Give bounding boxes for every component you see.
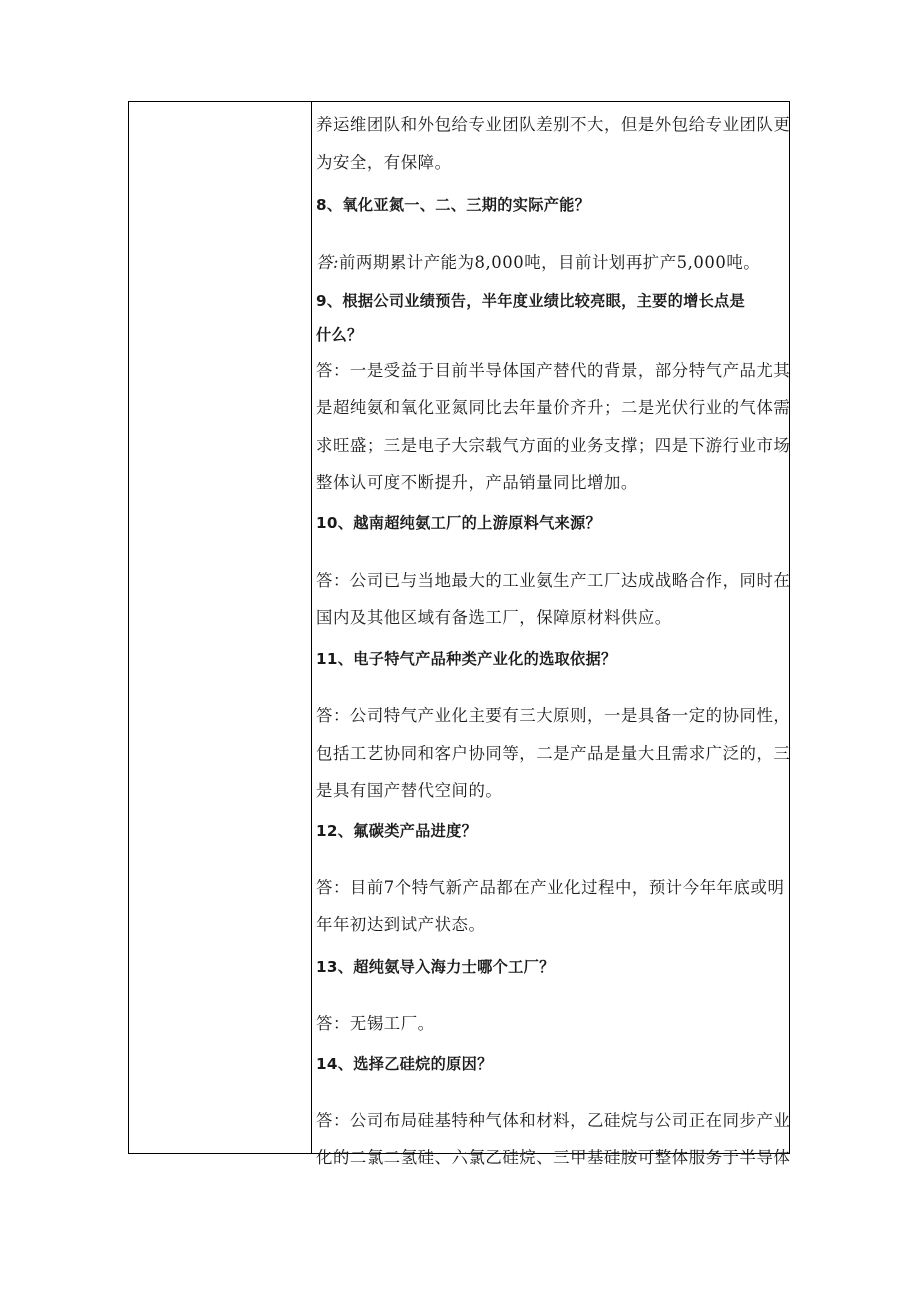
answer-prefix: 答： — [316, 1014, 350, 1033]
question-12: 12、氟碳类产品进度？ — [316, 822, 478, 840]
answer-prefix: 答： — [316, 1111, 350, 1130]
answer-8: 答:前两期累计产能为8,000吨，目前计划再扩产5,000吨。 — [316, 253, 761, 272]
answer-prefix: 答： — [316, 878, 350, 897]
answer-prefix: 答： — [316, 706, 350, 725]
answer-12-line: 年年初达到试产状态。 — [316, 915, 486, 934]
continuation-line: 养运维团队和外包给专业团队差别不大，但是外包给专业团队更 — [316, 115, 791, 134]
question-9-cont: 什么？ — [316, 326, 363, 344]
answer-10-line: 国内及其他区域有备选工厂，保障原材料供应。 — [316, 608, 672, 627]
answer-12: 答：目前7个特气新产品都在产业化过程中，预计今年年底或明 — [316, 878, 785, 897]
answer-11-line: 是具有国产替代空间的。 — [316, 781, 503, 800]
answer-11-line: 包括工艺协同和客户协同等，二是产品是量大且需求广泛的，三 — [316, 744, 791, 763]
answer-11: 答：公司特气产业化主要有三大原则，一是具备一定的协同性， — [316, 706, 791, 725]
table-left-column — [129, 102, 312, 1153]
answer-prefix: 答： — [316, 571, 350, 590]
question-10: 10、越南超纯氨工厂的上游原料气来源？ — [316, 514, 602, 532]
table-content-cell — [313, 102, 791, 1167]
answer-9: 答：一是受益于目前半导体国产替代的背景，部分特气产品尤其 — [316, 361, 791, 380]
answer-prefix: 答: — [316, 253, 340, 272]
answer-13: 答：无锡工厂。 — [316, 1014, 435, 1033]
answer-14: 答：公司布局硅基特种气体和材料，乙硅烷与公司正在同步产业 — [316, 1111, 791, 1130]
answer-14-line: 化的二氯二氢硅、六氯乙硅烷、三甲基硅胺可整体服务于半导体 — [316, 1148, 791, 1167]
question-8: 8、氧化亚氮一、二、三期的实际产能？ — [316, 196, 591, 214]
document-table — [128, 101, 791, 1167]
answer-9-line: 整体认可度不断提升，产品销量同比增加。 — [316, 473, 638, 492]
question-14: 14、选择乙硅烷的原因？ — [316, 1055, 493, 1073]
continuation-line: 为安全，有保障。 — [316, 153, 452, 172]
answer-9-line: 是超纯氨和氧化亚氮同比去年量价齐升；二是光伏行业的气体需 — [316, 398, 791, 417]
question-9: 9、根据公司业绩预告，半年度业绩比较亮眼，主要的增长点是 — [316, 292, 746, 310]
answer-prefix: 答： — [316, 361, 350, 380]
question-13: 13、超纯氨导入海力士哪个工厂？ — [316, 958, 555, 976]
answer-9-line: 求旺盛；三是电子大宗载气方面的业务支撑；四是下游行业市场 — [316, 436, 791, 455]
question-11: 11、电子特气产品种类产业化的选取依据？ — [316, 650, 617, 668]
answer-10: 答：公司已与当地最大的工业氨生产工厂达成战略合作，同时在 — [316, 571, 791, 590]
